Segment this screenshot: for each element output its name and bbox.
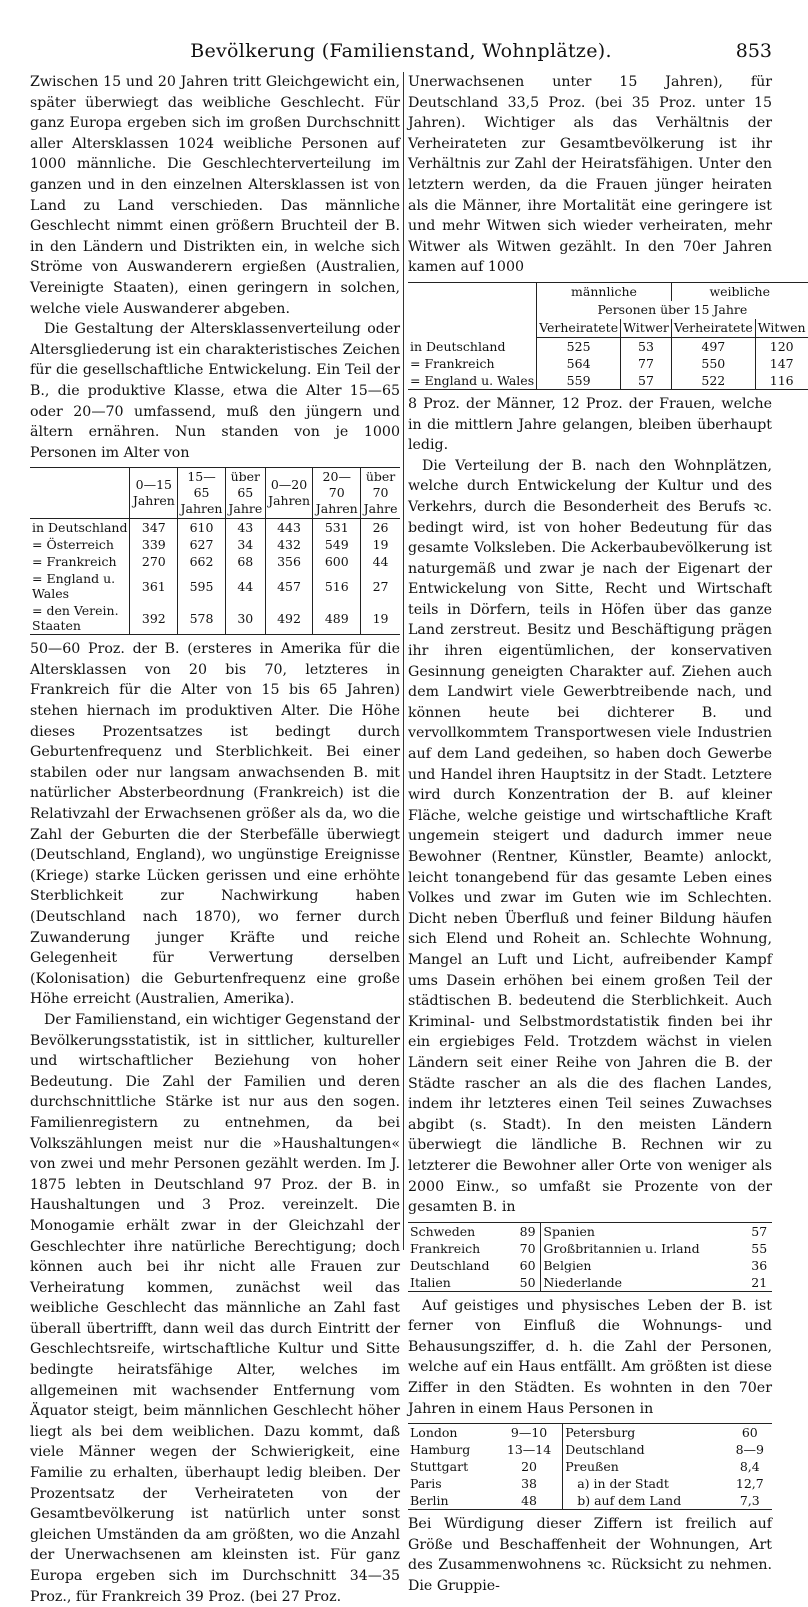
table-cell: 36 — [751, 1257, 768, 1273]
table-cell: 7,3 — [728, 1492, 772, 1510]
column-header: 15—65 Jahren — [178, 468, 226, 519]
table-cell: 595 — [178, 570, 226, 602]
table-cell: 70 — [519, 1240, 536, 1256]
row-label: in Deutschland — [32, 520, 128, 536]
page-number: 853 — [735, 40, 772, 62]
column-header: 20—70 Jahren — [313, 468, 361, 519]
table-row — [30, 570, 400, 602]
table-cell: 19 — [361, 602, 400, 635]
table-cell: 120 — [755, 337, 807, 355]
table-cell: 361 — [130, 570, 178, 602]
table-cell: 457 — [265, 570, 313, 602]
row-label: = England u. Wales — [32, 571, 116, 602]
column-header: 0—20 Jahren — [265, 468, 313, 519]
marital-status-table — [408, 282, 808, 390]
column-divider — [403, 72, 404, 1250]
table-cell: 50 — [515, 1274, 541, 1292]
running-title: Bevölkerung (Familienstand, Wohnplätze). — [190, 40, 612, 62]
table-row — [30, 602, 400, 635]
table-cell: 600 — [313, 553, 361, 570]
table-row — [408, 1240, 772, 1257]
table-cell: 44 — [361, 553, 400, 570]
column-header: über 70 Jahre — [361, 468, 400, 519]
table-cell: 12,7 — [735, 1476, 764, 1492]
table-cell: 43 — [225, 519, 265, 537]
row-label: = den Verein. Staaten — [30, 602, 130, 635]
table-row — [30, 519, 400, 537]
table-cell: 77 — [621, 355, 672, 372]
table-cell: 147 — [755, 355, 807, 372]
column-header: Witwer — [621, 319, 672, 338]
table-corner — [30, 468, 130, 519]
table-cell: 522 — [671, 372, 755, 390]
row-label: Schweden — [408, 1222, 515, 1240]
table-row — [408, 372, 808, 390]
column-subtitle: Personen über 15 Jahre — [537, 301, 808, 319]
table-cell: 8—9 — [735, 1442, 765, 1458]
column-header: Witwen — [755, 319, 807, 338]
table-row — [408, 1222, 772, 1240]
column-header: über 65 Jahre — [225, 468, 265, 519]
column-group-header: weibliche — [671, 282, 807, 301]
table-cell: 55 — [751, 1240, 768, 1256]
paragraph: Der Familienstand, ein wichtiger Gegenstand der Bevölkerungsstatistik, ist in sittlicher, kultureller und wirtschaftlicher Beziehung von hoher Bedeutung. Die Zahl der Familien und deren durchschnittliche Stärke ist nur aus den sogen. Familienregistern zu entnehmen, da bei Volkszählungen meist nur die »Haushaltungen« von zwei und mehr Personen gezählt werden. Im J. 1875 lebten in Deutschland 97 Proz. der B. in Haushaltungen und 3 Proz. vereinzelt. Die Monogamie erhält zwar in der Gleichzahl der Geschlechter ihre natürliche Berechtigung; doch können auch bei ihr nicht alle Frauen zur Verheiratung kommen, zunächst weil das weibliche Geschlecht das männliche an Zahl fast überall übertrifft, dann weil das durch Eintritt der Geschlechtsreife, wirtschaftliche Kultur und Sitte bedingte heiratsfähige Alter, welches im allgemeinen mit wachsender Entfernung vom Äquator steigt, beim männlichen Geschlecht höher liegt als bei dem weiblichen. Dazu kommt, daß viele Männer wegen der Schwierigkeit, eine Familie zu erhalten, überhaupt ledig bleiben. Der Prozentsatz der Verheirateten von der Gesamtbevölkerung ist natürlich unter sonst gleichen Umständen da am größten, wo die Anzahl der Unerwachsenen am kleinsten ist. Für ganz Europa ergeben sich im Durchschnitt 34—35 Proz., für Frankreich 39 Proz. (bei 27 Proz. — [30, 1011, 400, 1605]
paragraph: 50—60 Proz. der B. (ersteres in Amerika für die Altersklassen von 20 bis 70, letzteres in Frankreich für die Alter von 15 bis 65 Jahren) stehen hiernach im produktiven Alter. Die Höhe dieses Prozentsatzes ist bedingt durch Geburtenfrequenz und Sterblichkeit. Bei einer stabilen oder nur langsam anwachsenden B. mit natürlicher Absterbeordnung (Frankreich) ist die Relativzahl der Erwachsenen größer als da, wo die Zahl der Geburten die der Sterbefälle überwiegt (Deutschland, England), wo ungünstige Ereignisse (Kriege) starke Lücken gerissen und eine erhöhte Sterblichkeit zur Nachwirkung haben (Deutschland nach 1870), wo ferner durch Zuwanderung junger Kräfte und reiche Gelegenheit für Verwertung derselben (Kolonisation) die Geburtenfrequenz eine große Höhe erreicht (Australien, Amerika). — [30, 641, 400, 1008]
table-corner — [408, 282, 537, 337]
table-cell: 443 — [265, 519, 313, 537]
paragraph: Auf geistiges und physisches Leben der B. ist ferner von Einfluß die Wohnungs- und Behausungsziffer, d. h. die Zahl der Personen, welche auf ein Haus entfällt. Am größten ist diese Ziffer in den Städten. Es wohnten in den 70er Jahren in einem Haus Personen in — [408, 1297, 772, 1417]
row-label: = Österreich — [32, 537, 114, 553]
table-row — [408, 1257, 772, 1274]
table-cell: 9—10 — [496, 1424, 563, 1442]
table-cell: 392 — [130, 602, 178, 635]
table-cell: 339 — [130, 536, 178, 553]
table-row — [408, 1492, 772, 1510]
row-label: Berlin — [408, 1492, 496, 1510]
table-cell: 60 — [728, 1424, 772, 1442]
table-cell: 662 — [178, 553, 226, 570]
table-cell: 13—14 — [506, 1442, 552, 1458]
table-row — [408, 337, 808, 355]
row-label: London — [408, 1424, 496, 1442]
table-cell: 19 — [361, 536, 400, 553]
row-label: Stuttgart — [410, 1459, 469, 1475]
row-label: a) in der Stadt — [563, 1475, 728, 1492]
row-label: Petersburg — [563, 1424, 728, 1442]
column-header: Verheiratete — [671, 319, 755, 338]
row-label: Hamburg — [410, 1442, 471, 1458]
table-cell: 550 — [671, 355, 755, 372]
table-cell: 525 — [537, 337, 621, 355]
table-cell: 48 — [496, 1492, 563, 1510]
table-row — [408, 1458, 772, 1475]
table-cell: 116 — [755, 372, 807, 390]
table-row — [408, 1424, 772, 1442]
table-cell: 578 — [178, 602, 226, 635]
table-cell: 270 — [130, 553, 178, 570]
column-header: 0—15 Jahren — [130, 468, 178, 519]
table-cell: 21 — [747, 1274, 773, 1292]
table-cell: 492 — [265, 602, 313, 635]
table-cell: 89 — [515, 1222, 541, 1240]
page-header — [30, 40, 772, 66]
table-row — [408, 1441, 772, 1458]
table-cell: 559 — [537, 372, 621, 390]
row-label: Preußen — [563, 1458, 728, 1475]
row-label: Spanien — [541, 1222, 747, 1240]
paragraph: Die Gestaltung der Altersklassenverteilung oder Altersgliederung ist ein charakteristisches Zeichen für die gesellschaftliche Entwickelung. Ein Teil der B., die produktive Klasse, etwa die Alter 15—65 oder 20—70 umfassend, muß den jüngern und ältern ernähren. Nun standen von je 1000 Personen im Alter von — [30, 321, 400, 461]
table-row — [30, 553, 400, 570]
row-label: = England u. Wales — [408, 372, 537, 390]
table-cell: 34 — [225, 536, 265, 553]
paragraph: Unerwachsenen unter 15 Jahren), für Deutschland 33,5 Proz. (bei 35 Proz. unter 15 Jahren). Wichtiger als das Verhältnis der Verheirateten zur Gesamtbevölkerung ist ihr Verhältnis zur Zahl der Heiratsfähigen. Unter den letztern werden, da die Frauen jünger heiraten als die Männer, ihre Mortalität eine geringere ist und mehr Witwen sich wieder verheiraten, mehr Witwer als Witwen gezählt. In den 70er Jahren kamen auf 1000 — [408, 74, 772, 276]
table-row — [30, 536, 400, 553]
row-label: = Frankreich — [32, 554, 117, 570]
table-cell: 26 — [361, 519, 400, 537]
left-column — [30, 72, 400, 1607]
column-group-header: männliche — [537, 282, 672, 301]
table-row — [408, 1475, 772, 1492]
table-row — [408, 1274, 772, 1292]
persons-per-house-table — [408, 1423, 772, 1510]
column-header: Verheiratete — [537, 319, 621, 338]
table-cell: 610 — [178, 519, 226, 537]
row-label: Paris — [410, 1476, 442, 1492]
table-cell: 549 — [313, 536, 361, 553]
table-cell: 27 — [361, 570, 400, 602]
row-label: = Frankreich — [410, 355, 495, 371]
table-cell: 564 — [537, 355, 621, 372]
row-label: b) auf dem Land — [563, 1492, 728, 1510]
row-label: Deutschland — [410, 1257, 490, 1273]
table-cell: 497 — [671, 337, 755, 355]
table-cell: 531 — [313, 519, 361, 537]
paragraph: Zwischen 15 und 20 Jahren tritt Gleichgewicht ein, später überwiegt das weibliche Geschlecht. Für ganz Europa ergeben sich im großen Durchschnitt aller Altersklassen 1024 weibliche Personen auf 1000 männliche. Die Geschlechterverteilung im ganzen und in den einzelnen Altersklassen ist von Land zu Land verschieden. Das männliche Geschlecht nimmt einen größern Bruchteil der B. in den Ländern und Distrikten ein, in welche sich Ströme von Auswanderern ergießen (Australien, Vereinigte Staaten), einen geringern in solchen, welche viele Auswanderer abgeben. — [30, 74, 400, 317]
table-cell: 516 — [313, 570, 361, 602]
row-label: Belgien — [541, 1257, 747, 1274]
table-row — [408, 355, 808, 372]
age-distribution-table — [30, 467, 400, 635]
table-cell: 68 — [225, 553, 265, 570]
row-label: Niederlande — [541, 1274, 747, 1292]
table-cell: 347 — [130, 519, 178, 537]
table-cell: 8,4 — [739, 1459, 760, 1475]
table-cell: 20 — [521, 1459, 538, 1475]
table-cell: 44 — [225, 570, 265, 602]
table-cell: 489 — [313, 602, 361, 635]
paragraph: Die Verteilung der B. nach den Wohnplätzen, welche durch Entwickelung der Kultur und des Verkehrs, durch die Besonderheit des Berufs ꝛc. bedingt wird, ist von hoher Bedeutung für das gesamte Volksleben. Die Ackerbaubevölkerung ist naturgemäß und zwar je nach der Eigenart der Entwickelung von Sitte, Recht und Wirtschaft teils in Dörfern, teils in Höfen über das ganze Land zerstreut. Besitz und Beschäftigung prägen ihr ihren eigentümlichen, der konservativen Gesinnung geneigten Charakter auf. Ziehen auch dem Landwirt viele Gewerbtreibende nach, und können heute bei dichterer B. und vervollkommtem Transportwesen viele Industrien auf dem Land gedeihen, so haben doch Gewerbe und Handel ihren Hauptsitz in der Stadt. Letztere wird durch Konzentration der B. auf kleiner Fläche, welche geistige und wirtschaftliche Kraft ungemein steigert und dadurch immer neue Bewohner (Rentner, Künstler, Beamte) anlockt, leicht tonangebend für das gesamte Leben eines Volkes und zwar im Guten wie im Schlechten. Dicht neben Überfluß und feiner Bildung häufen sich Elend und Roheit an. Schlechte Wohnung, Mangel an Luft und Licht, aufreibender Kampf ums Dasein erhöhen bei einem großen Teil der städtischen B. bedeutend die Sterblichkeit. Auch Kriminal- und Selbstmordstatistik finden bei ihr ein ergiebiges Feld. Trotzdem wächst in vielen Ländern seit einer Reihe von Jahren die B. der Städte rascher an als die des flachen Landes, indem ihr letzteres einen Teil seines Zuwachses abgibt (s. Stadt). In den meisten Ländern überwiegt die ländliche B. Rechnen wir zu letzterer die Bewohner aller Orte von weniger als 2000 Einw., so umfaßt sie Prozente von der gesamten B. in — [408, 457, 772, 1216]
right-column — [408, 72, 806, 1597]
row-label: in Deutschland — [410, 338, 506, 354]
paragraph: 8 Proz. der Männer, 12 Proz. der Frauen, welche in die mittlern Jahre gelangen, bleiben überhaupt ledig. — [408, 395, 772, 454]
table-cell: 356 — [265, 553, 313, 570]
row-label: Großbritannien u. Irland — [541, 1240, 747, 1257]
table-cell: 57 — [747, 1222, 773, 1240]
row-label: Italien — [408, 1274, 515, 1292]
row-label: Frankreich — [410, 1240, 481, 1256]
table-cell: 627 — [178, 536, 226, 553]
rural-population-table — [408, 1222, 772, 1292]
table-cell: 57 — [621, 372, 672, 390]
row-label: Deutschland — [563, 1441, 728, 1458]
table-cell: 38 — [521, 1476, 538, 1492]
table-cell: 60 — [519, 1257, 536, 1273]
paragraph: Bei Würdigung dieser Ziffern ist freilich auf Größe und Beschaffenheit der Wohnungen, Art des Zusammenwohnens ꝛc. Rücksicht zu nehmen. Die Gruppie- — [408, 1516, 772, 1595]
table-cell: 432 — [265, 536, 313, 553]
table-cell: 30 — [225, 602, 265, 635]
table-cell: 53 — [621, 337, 672, 355]
